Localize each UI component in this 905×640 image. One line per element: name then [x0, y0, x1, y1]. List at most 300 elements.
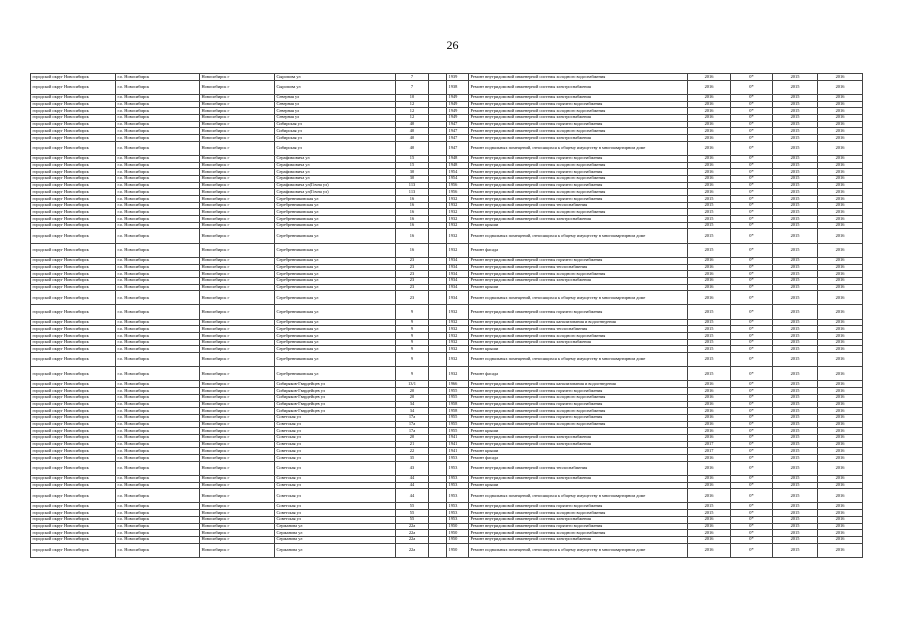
cell-year-start: 2015 [773, 536, 818, 543]
cell-okrug: городской округ Новосибирск [31, 271, 116, 278]
cell-year: 2016 [688, 455, 731, 462]
cell-city: Новосибирск г [200, 175, 275, 182]
cell-house: 15 [396, 155, 429, 162]
cell-year-start: 2015 [773, 489, 818, 503]
cell-code: 1932 [447, 243, 469, 257]
table-row [31, 284, 863, 291]
cell-okrug: городской округ Новосибирск [31, 339, 116, 346]
cell-star: 0* [731, 394, 773, 401]
cell-star: 0* [731, 523, 773, 530]
cell-year-end: 2016 [818, 388, 863, 395]
table-row [31, 80, 863, 94]
cell-okrug: городской округ Новосибирск [31, 475, 116, 482]
cell-go: г.о. Новосибирск [116, 101, 200, 108]
cell-blank [429, 305, 447, 319]
cell-year-end: 2016 [818, 333, 863, 340]
cell-okrug: городской округ Новосибирск [31, 243, 116, 257]
cell-year-end: 2016 [818, 264, 863, 271]
cell-go: г.о. Новосибирск [116, 80, 200, 94]
cell-street: Серебренниковская ул [275, 243, 396, 257]
cell-year: 2015 [688, 339, 731, 346]
cell-street: Северная ул [275, 94, 396, 101]
cell-year: 2017 [688, 448, 731, 455]
cell-blank [429, 74, 447, 81]
cell-year-end: 2016 [818, 74, 863, 81]
cell-okrug: городской округ Новосибирск [31, 305, 116, 319]
cell-street: Сибирская ул [275, 141, 396, 155]
cell-house: 44 [396, 482, 429, 489]
cell-star: 0* [731, 530, 773, 537]
cell-go: г.о. Новосибирск [116, 455, 200, 462]
cell-okrug: городской округ Новосибирск [31, 169, 116, 176]
table-row [31, 209, 863, 216]
cell-blank [429, 108, 447, 115]
cell-code: 1932 [447, 222, 469, 229]
cell-year-start: 2015 [773, 408, 818, 415]
cell-house: 40 [396, 135, 429, 142]
cell-house: 16 [396, 243, 429, 257]
cell-star: 0* [731, 503, 773, 510]
cell-year-end: 2016 [818, 489, 863, 503]
table-row [31, 434, 863, 441]
cell-okrug: городской округ Новосибирск [31, 455, 116, 462]
cell-street: Серебренниковская ул [275, 271, 396, 278]
cell-year-end: 2016 [818, 461, 863, 475]
table-row [31, 353, 863, 367]
cell-go: г.о. Новосибирск [116, 243, 200, 257]
cell-year-end: 2016 [818, 523, 863, 530]
cell-year-end: 2016 [818, 414, 863, 421]
table-row [31, 510, 863, 517]
cell-street: Сибирская ул [275, 135, 396, 142]
cell-okrug: городской округ Новосибирск [31, 222, 116, 229]
table-row [31, 196, 863, 203]
cell-go: г.о. Новосибирск [116, 319, 200, 326]
cell-blank [429, 189, 447, 196]
cell-go: г.о. Новосибирск [116, 94, 200, 101]
cell-year: 2016 [688, 155, 731, 162]
cell-blank [429, 536, 447, 543]
cell-street: Советская ул [275, 448, 396, 455]
cell-okrug: городской округ Новосибирск [31, 346, 116, 353]
cell-go: г.о. Новосибирск [116, 257, 200, 264]
cell-work: Ремонт внутридомовой инженерной системы горячего водоснабжения [469, 523, 688, 530]
cell-blank [429, 530, 447, 537]
cell-blank [429, 209, 447, 216]
cell-star: 0* [731, 94, 773, 101]
cell-street: Серебренниковская ул [275, 305, 396, 319]
cell-house: 35 [396, 455, 429, 462]
cell-star: 0* [731, 510, 773, 517]
cell-go: г.о. Новосибирск [116, 394, 200, 401]
cell-code: 1953 [447, 516, 469, 523]
cell-street: Советская ул [275, 503, 396, 510]
cell-year: 2015 [688, 222, 731, 229]
cell-star: 0* [731, 108, 773, 115]
cell-star: 0* [731, 196, 773, 203]
cell-star: 0* [731, 455, 773, 462]
cell-blank [429, 489, 447, 503]
cell-okrug: городской округ Новосибирск [31, 326, 116, 333]
cell-code: 1953 [447, 489, 469, 503]
cell-code: 1956 [447, 189, 469, 196]
table-row [31, 222, 863, 229]
cell-city: Новосибирск г [200, 155, 275, 162]
cell-city: Новосибирск г [200, 108, 275, 115]
table-row [31, 388, 863, 395]
cell-okrug: городской округ Новосибирск [31, 408, 116, 415]
cell-house: 23 [396, 264, 429, 271]
cell-city: Новосибирск г [200, 141, 275, 155]
cell-code: 1934 [447, 257, 469, 264]
cell-year: 2016 [688, 94, 731, 101]
cell-go: г.о. Новосибирск [116, 461, 200, 475]
cell-blank [429, 421, 447, 428]
cell-blank [429, 503, 447, 510]
cell-star: 0* [731, 264, 773, 271]
cell-house: 22а [396, 523, 429, 530]
cell-year: 2015 [688, 305, 731, 319]
cell-street: Серафимовича ул [275, 169, 396, 176]
page-number: 26 [446, 38, 459, 52]
cell-work: Ремонт внутридомовой инженерной системы холодного водоснабжения [469, 189, 688, 196]
cell-code: 1953 [447, 482, 469, 489]
cell-okrug: городской округ Новосибирск [31, 367, 116, 381]
cell-okrug: городской округ Новосибирск [31, 175, 116, 182]
cell-okrug: городской округ Новосибирск [31, 229, 116, 243]
cell-house: 55 [396, 510, 429, 517]
cell-work: Ремонт внутридомовой инженерной системы теплоснабжения [469, 461, 688, 475]
cell-blank [429, 461, 447, 475]
cell-blank [429, 222, 447, 229]
cell-year: 2016 [688, 284, 731, 291]
cell-year-start: 2015 [773, 503, 818, 510]
cell-year-end: 2016 [818, 394, 863, 401]
cell-star: 0* [731, 475, 773, 482]
cell-year-start: 2015 [773, 414, 818, 421]
cell-work: Ремонт внутридомовой инженерной системы горячего водоснабжения [469, 169, 688, 176]
cell-okrug: городской округ Новосибирск [31, 543, 116, 557]
cell-blank [429, 128, 447, 135]
cell-blank [429, 346, 447, 353]
cell-okrug: городской округ Новосибирск [31, 461, 116, 475]
cell-go: г.о. Новосибирск [116, 216, 200, 223]
cell-street: Серебренниковская ул [275, 339, 396, 346]
cell-work: Ремонт внутридомовой инженерной системы холодного водоснабжения [469, 108, 688, 115]
cell-year: 2015 [688, 503, 731, 510]
cell-code: 1954 [447, 175, 469, 182]
cell-code: 1932 [447, 353, 469, 367]
cell-year-end: 2016 [818, 503, 863, 510]
cell-city: Новосибирск г [200, 243, 275, 257]
cell-year-start: 2015 [773, 510, 818, 517]
cell-year: 2016 [688, 108, 731, 115]
cell-city: Новосибирск г [200, 536, 275, 543]
table-row [31, 523, 863, 530]
cell-work: Ремонт фасада [469, 243, 688, 257]
table-row [31, 135, 863, 142]
cell-year-start: 2015 [773, 353, 818, 367]
cell-year-end: 2016 [818, 196, 863, 203]
cell-star: 0* [731, 428, 773, 435]
cell-code: 1932 [447, 333, 469, 340]
cell-year-start: 2015 [773, 523, 818, 530]
cell-code: 1932 [447, 319, 469, 326]
cell-year: 2016 [688, 381, 731, 388]
cell-blank [429, 408, 447, 415]
cell-street: Серафимовича ул(Гочна ул) [275, 189, 396, 196]
cell-code: 1955 [447, 428, 469, 435]
cell-code: 1956 [447, 182, 469, 189]
cell-go: г.о. Новосибирск [116, 346, 200, 353]
cell-house: 55 [396, 516, 429, 523]
cell-year-end: 2016 [818, 222, 863, 229]
cell-house: 55 [396, 503, 429, 510]
cell-year: 2016 [688, 516, 731, 523]
cell-go: г.о. Новосибирск [116, 503, 200, 510]
cell-star: 0* [731, 101, 773, 108]
cell-city: Новосибирск г [200, 530, 275, 537]
cell-year-end: 2016 [818, 428, 863, 435]
cell-star: 0* [731, 284, 773, 291]
cell-house: 12 [396, 101, 429, 108]
cell-year-end: 2016 [818, 367, 863, 381]
cell-year-start: 2015 [773, 222, 818, 229]
cell-house: 16 [396, 229, 429, 243]
cell-work: Ремонт внутридомовой инженерной системы электроснабжения [469, 516, 688, 523]
cell-star: 0* [731, 543, 773, 557]
cell-work: Ремонт внутридомовой инженерной системы холодного водоснабжения [469, 175, 688, 182]
table-row [31, 408, 863, 415]
cell-go: г.о. Новосибирск [116, 482, 200, 489]
cell-okrug: городской округ Новосибирск [31, 284, 116, 291]
cell-year: 2015 [688, 510, 731, 517]
cell-blank [429, 202, 447, 209]
table-row [31, 428, 863, 435]
cell-year-end: 2016 [818, 305, 863, 319]
cell-year-start: 2015 [773, 388, 818, 395]
cell-street: Сибирская ул [275, 121, 396, 128]
cell-city: Новосибирск г [200, 277, 275, 284]
cell-okrug: городской округ Новосибирск [31, 394, 116, 401]
cell-city: Новосибирск г [200, 421, 275, 428]
cell-year-end: 2016 [818, 346, 863, 353]
cell-go: г.о. Новосибирск [116, 326, 200, 333]
cell-blank [429, 80, 447, 94]
cell-okrug: городской округ Новосибирск [31, 80, 116, 94]
cell-year-start: 2015 [773, 141, 818, 155]
cell-year: 2016 [688, 80, 731, 94]
cell-year: 2015 [688, 326, 731, 333]
cell-work: Ремонт внутридомовой инженерной системы горячего водоснабжения [469, 182, 688, 189]
cell-go: г.о. Новосибирск [116, 428, 200, 435]
table-row [31, 441, 863, 448]
cell-work: Ремонт крыши [469, 222, 688, 229]
cell-year: 2016 [688, 264, 731, 271]
cell-blank [429, 216, 447, 223]
cell-blank [429, 257, 447, 264]
cell-go: г.о. Новосибирск [116, 523, 200, 530]
cell-city: Новосибирск г [200, 202, 275, 209]
cell-year-start: 2015 [773, 339, 818, 346]
table-row [31, 455, 863, 462]
cell-code: 1941 [447, 434, 469, 441]
cell-year: 2015 [688, 229, 731, 243]
cell-year: 2015 [688, 346, 731, 353]
cell-blank [429, 543, 447, 557]
cell-city: Новосибирск г [200, 381, 275, 388]
cell-blank [429, 333, 447, 340]
cell-year: 2015 [688, 353, 731, 367]
cell-star: 0* [731, 271, 773, 278]
cell-street: Серебренниковская ул [275, 202, 396, 209]
cell-year-end: 2016 [818, 381, 863, 388]
cell-code: 1949 [447, 108, 469, 115]
cell-house: 40 [396, 128, 429, 135]
cell-year-end: 2016 [818, 319, 863, 326]
cell-city: Новосибирск г [200, 339, 275, 346]
table-row [31, 461, 863, 475]
table-row [31, 381, 863, 388]
cell-street: Серафимовича ул [275, 175, 396, 182]
cell-house: 40 [396, 121, 429, 128]
cell-city: Новосибирск г [200, 326, 275, 333]
cell-go: г.о. Новосибирск [116, 489, 200, 503]
cell-star: 0* [731, 367, 773, 381]
table-row [31, 367, 863, 381]
cell-house: 9 [396, 367, 429, 381]
cell-code: 1947 [447, 121, 469, 128]
cell-city: Новосибирск г [200, 169, 275, 176]
cell-city: Новосибирск г [200, 182, 275, 189]
table-row [31, 482, 863, 489]
cell-work: Ремонт крыши [469, 482, 688, 489]
cell-blank [429, 229, 447, 243]
cell-city: Новосибирск г [200, 434, 275, 441]
cell-go: г.о. Новосибирск [116, 264, 200, 271]
cell-street: Сыропова ул [275, 74, 396, 81]
cell-year-start: 2015 [773, 155, 818, 162]
cell-year-start: 2015 [773, 229, 818, 243]
cell-year: 2016 [688, 530, 731, 537]
cell-code: 1934 [447, 291, 469, 305]
cell-work: Ремонт внутридомовой инженерной системы горячего водоснабжения [469, 196, 688, 203]
cell-work: Ремонт крыши [469, 346, 688, 353]
cell-street: Серебренниковская ул [275, 326, 396, 333]
cell-year: 2016 [688, 162, 731, 169]
cell-work: Ремонт подвальных помещений, относящихся к общему имуществу в многоквартирном доме [469, 141, 688, 155]
cell-star: 0* [731, 333, 773, 340]
cell-year-start: 2015 [773, 114, 818, 121]
cell-year-end: 2016 [818, 536, 863, 543]
cell-okrug: городской округ Новосибирск [31, 74, 116, 81]
cell-city: Новосибирск г [200, 101, 275, 108]
cell-star: 0* [731, 222, 773, 229]
cell-city: Новосибирск г [200, 128, 275, 135]
cell-work: Ремонт внутридомовой инженерной системы электроснабжения [469, 80, 688, 94]
cell-code: 1950 [447, 543, 469, 557]
cell-city: Новосибирск г [200, 80, 275, 94]
table-row [31, 121, 863, 128]
cell-city: Новосибирск г [200, 503, 275, 510]
cell-code: 1953 [447, 461, 469, 475]
cell-year-start: 2015 [773, 202, 818, 209]
cell-year: 2016 [688, 428, 731, 435]
cell-code: 1966 [447, 381, 469, 388]
cell-okrug: городской округ Новосибирск [31, 421, 116, 428]
cell-okrug: городской округ Новосибирск [31, 353, 116, 367]
cell-code: 1932 [447, 216, 469, 223]
table-row [31, 516, 863, 523]
cell-work: Ремонт внутридомовой инженерной системы горячего водоснабжения [469, 155, 688, 162]
cell-year-end: 2016 [818, 353, 863, 367]
table-row [31, 489, 863, 503]
cell-okrug: городской округ Новосибирск [31, 503, 116, 510]
cell-go: г.о. Новосибирск [116, 209, 200, 216]
cell-star: 0* [731, 388, 773, 395]
cell-code: 1932 [447, 346, 469, 353]
cell-city: Новосибирск г [200, 114, 275, 121]
table-row [31, 421, 863, 428]
cell-work: Ремонт внутридомовой инженерной системы горячего водоснабжения [469, 101, 688, 108]
cell-year-start: 2015 [773, 448, 818, 455]
cell-year-end: 2016 [818, 202, 863, 209]
cell-street: Советская ул [275, 475, 396, 482]
cell-go: г.о. Новосибирск [116, 381, 200, 388]
cell-code: 1948 [447, 155, 469, 162]
cell-city: Новосибирск г [200, 428, 275, 435]
cell-go: г.о. Новосибирск [116, 543, 200, 557]
cell-year: 2016 [688, 128, 731, 135]
cell-work: Ремонт внутридомовой инженерной системы холодного водоснабжения [469, 74, 688, 81]
cell-okrug: городской округ Новосибирск [31, 530, 116, 537]
cell-house: 113 [396, 182, 429, 189]
cell-blank [429, 169, 447, 176]
cell-work: Ремонт внутридомовой инженерной системы холодного водоснабжения [469, 394, 688, 401]
cell-year: 2015 [688, 202, 731, 209]
cell-okrug: городской округ Новосибирск [31, 319, 116, 326]
cell-year-end: 2016 [818, 141, 863, 155]
cell-star: 0* [731, 421, 773, 428]
cell-city: Новосибирск г [200, 305, 275, 319]
cell-year-end: 2016 [818, 441, 863, 448]
cell-street: Серафимовича ул(Гочна ул) [275, 182, 396, 189]
cell-code: 1934 [447, 271, 469, 278]
table-row [31, 401, 863, 408]
cell-house: 7 [396, 74, 429, 81]
cell-okrug: городской округ Новосибирск [31, 448, 116, 455]
cell-blank [429, 135, 447, 142]
cell-work: Ремонт внутридомовой инженерной системы горячего водоснабжения [469, 503, 688, 510]
cell-year-start: 2015 [773, 475, 818, 482]
cell-year-start: 2015 [773, 305, 818, 319]
cell-work: Ремонт внутридомовой инженерной системы холодного водоснабжения [469, 128, 688, 135]
cell-year-start: 2015 [773, 346, 818, 353]
cell-go: г.о. Новосибирск [116, 353, 200, 367]
cell-year: 2016 [688, 482, 731, 489]
cell-year-start: 2015 [773, 271, 818, 278]
cell-blank [429, 291, 447, 305]
table-row [31, 291, 863, 305]
cell-street: Сибиряков-Гвардейцев ул [275, 408, 396, 415]
cell-blank [429, 367, 447, 381]
cell-okrug: городской округ Новосибирск [31, 441, 116, 448]
cell-year-start: 2015 [773, 421, 818, 428]
cell-go: г.о. Новосибирск [116, 339, 200, 346]
cell-blank [429, 455, 447, 462]
cell-street: Сыропова ул [275, 80, 396, 94]
cell-year: 2016 [688, 414, 731, 421]
